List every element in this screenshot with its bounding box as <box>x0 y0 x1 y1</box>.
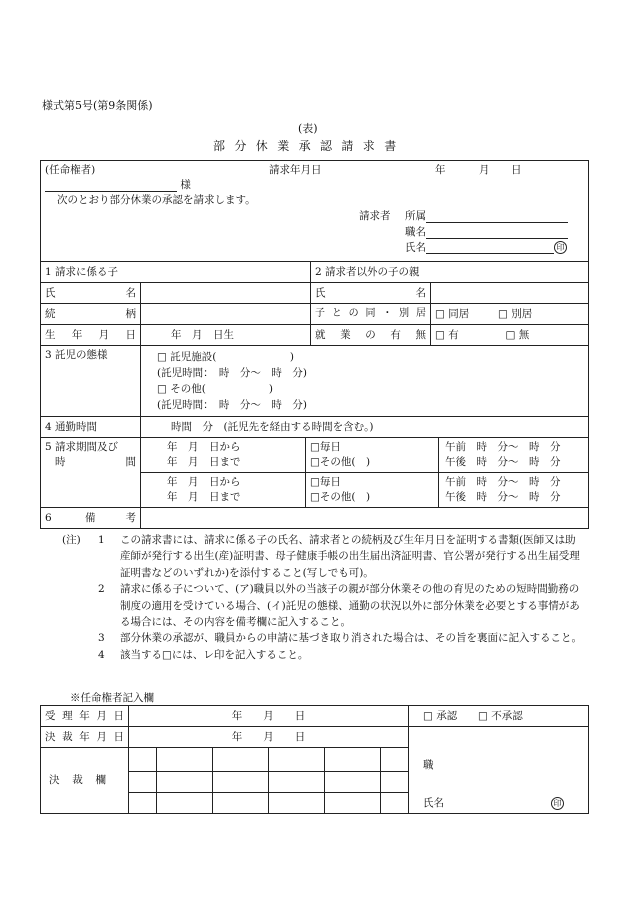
decision-cell[interactable] <box>213 748 269 772</box>
position-field[interactable]: 職名 <box>405 226 568 239</box>
decision-cell[interactable] <box>381 748 409 772</box>
notes-section <box>62 532 582 663</box>
decision-cell[interactable] <box>129 748 157 772</box>
decided-date-value[interactable]: 年 月 日 <box>129 727 409 748</box>
note-text: この請求書には、請求に係る子の氏名、請求者との続柄及び生年月日を証明する書類(医師又は助産師が発行する出生(産)証明書、母子健康手帳の出生届出済証明書、官公署が発行する出生届受理証明書などのいずれか)を添付すること(写しでも可)。 <box>120 534 580 579</box>
note-number: 3 <box>98 632 105 645</box>
employment-options[interactable] <box>431 325 589 346</box>
section-2-heading: 2 請求者以外の子の親 <box>311 262 589 283</box>
relation-value[interactable] <box>141 304 311 325</box>
approver-cell <box>409 727 589 814</box>
birth-date-label: 生年月日 <box>41 325 141 346</box>
period-to-2[interactable]: 年 月 日まで <box>167 491 241 503</box>
period-from-1[interactable]: 年 月 日から <box>167 441 241 453</box>
period-label: 5 請求期間及び 時間 <box>41 438 141 508</box>
employment-label: 就業の有無 <box>311 325 431 346</box>
decision-cell[interactable] <box>213 793 269 814</box>
decision-cell[interactable] <box>129 793 157 814</box>
note-item <box>62 581 582 630</box>
request-form-table <box>40 160 589 529</box>
approver-seal-icon: 印 <box>551 797 564 810</box>
request-statement: 次のとおり部分休業の承認を請求します。 <box>57 194 256 206</box>
request-day: 日 <box>511 164 522 176</box>
seal-icon: 印 <box>554 241 567 254</box>
care-other-checkbox[interactable]: □ その他( ) <box>157 383 273 395</box>
decision-cell[interactable] <box>381 793 409 814</box>
received-date-value[interactable]: 年 月 日 <box>129 706 409 727</box>
commute-value[interactable]: 時間 分 (託児先を経由する時間を含む。) <box>141 417 589 438</box>
decision-cell[interactable] <box>157 772 213 793</box>
other-day-checkbox-1[interactable]: □その他( ) <box>310 456 371 468</box>
disapprove-checkbox[interactable]: □ 不承認 <box>477 709 523 722</box>
approver-position: 職 <box>423 759 434 771</box>
note-text: 部分休業の承認が、職員からの申請に基づき取り消された場合は、その旨を裏面に記入すること。 <box>120 632 582 645</box>
decision-cell[interactable] <box>269 793 325 814</box>
section-1-heading: 1 請求に係る子 <box>41 262 311 283</box>
form-number: 様式第5号(第9条関係) <box>42 99 153 112</box>
pm-time-2[interactable]: 午後 時 分～ 時 分 <box>445 491 561 503</box>
approve-checkbox[interactable]: □ 承認 <box>423 709 458 722</box>
period-row-2 <box>141 473 589 508</box>
care-facility-checkbox[interactable]: □ 託児施設( ) <box>157 351 294 363</box>
care-time-1: (託児時間： 時 分～ 時 分) <box>157 367 307 379</box>
approval-options[interactable] <box>409 706 589 727</box>
decision-cell[interactable] <box>269 772 325 793</box>
appointer-table <box>40 705 589 814</box>
decision-cell[interactable] <box>381 772 409 793</box>
decision-column-label: 決裁欄 <box>41 748 129 814</box>
honorific: 様 <box>180 179 191 191</box>
decision-cell[interactable] <box>157 748 213 772</box>
am-time-2[interactable]: 午前 時 分～ 時 分 <box>445 476 561 488</box>
childcare-options[interactable] <box>141 346 589 417</box>
received-date-label: 受理年月日 <box>41 706 129 727</box>
cohabitation-label: 子との同・別居 <box>311 304 431 325</box>
birth-date-value[interactable]: 年 月 日生 <box>141 325 311 346</box>
decision-cell[interactable] <box>325 772 381 793</box>
child-name-label: 氏名 <box>41 283 141 304</box>
parent-name-label: 氏名 <box>311 283 431 304</box>
period-from-2[interactable]: 年 月 日から <box>167 476 241 488</box>
cohabit-separate-checkbox[interactable]: □ 別居 <box>497 307 533 320</box>
name-field[interactable]: 氏名 印 <box>405 241 567 254</box>
requester-label: 請求者 <box>359 210 391 222</box>
employment-yes-checkbox[interactable]: □ 有 <box>435 328 459 341</box>
child-name-value[interactable] <box>141 283 311 304</box>
am-time-1[interactable]: 午前 時 分～ 時 分 <box>445 441 561 453</box>
request-month: 月 <box>479 164 490 176</box>
parent-name-value[interactable] <box>431 283 589 304</box>
cohabit-same-checkbox[interactable]: □ 同居 <box>435 307 470 320</box>
note-item <box>62 532 582 581</box>
note-number: 4 <box>98 648 105 661</box>
daily-checkbox-1[interactable]: □毎日 <box>310 441 341 453</box>
decision-cell[interactable] <box>157 793 213 814</box>
note-number: 1 <box>98 534 105 546</box>
note-text: 請求に係る子について、(ア)職員以外の当該子の親が部分休業その他の育児のための短時間勤務の制度の適用を受けている場合、(イ)託児の態様、通勤の状況以外に部分休業を必要とする事情がある場合には、その内容を備考欄に記入すること。 <box>120 583 580 629</box>
decided-date-label: 決裁年月日 <box>41 727 129 748</box>
addressee-line[interactable] <box>45 179 191 192</box>
period-row-1 <box>141 438 589 473</box>
daily-checkbox-2[interactable]: □毎日 <box>310 476 341 488</box>
relation-label: 続柄 <box>41 304 141 325</box>
childcare-label: 3 託児の態様 <box>41 346 141 417</box>
front-side-label: (表) <box>298 122 318 135</box>
document-title: 部分休業承認請求書 <box>213 139 406 153</box>
approver-name-row[interactable] <box>423 793 580 813</box>
affiliation-field[interactable]: 所属 <box>405 210 568 223</box>
note-item <box>62 647 582 663</box>
other-day-checkbox-2[interactable]: □その他( ) <box>310 491 371 503</box>
decision-cell[interactable] <box>325 748 381 772</box>
request-date-label: 請求年月日 <box>269 164 322 176</box>
request-year: 年 <box>435 164 446 176</box>
commute-label: 4 通勤時間 <box>41 417 141 438</box>
notes-lead: (注) <box>62 534 81 546</box>
pm-time-1[interactable]: 午後 時 分～ 時 分 <box>445 456 561 468</box>
decision-cell[interactable] <box>129 772 157 793</box>
note-number: 2 <box>98 583 105 596</box>
cohabitation-options[interactable] <box>431 304 589 325</box>
note-text: 該当する□には、レ印を記入すること。 <box>120 648 309 661</box>
remarks-label: 6 備考 <box>41 508 141 529</box>
decision-cell[interactable] <box>325 793 381 814</box>
decision-cell[interactable] <box>269 748 325 772</box>
remarks-value[interactable] <box>141 508 589 529</box>
employment-no-checkbox[interactable]: □ 無 <box>505 328 530 341</box>
decision-cell[interactable] <box>213 772 269 793</box>
request-header-cell <box>41 161 589 262</box>
period-to-1[interactable]: 年 月 日まで <box>167 456 241 468</box>
approver-name-label: 氏名 <box>423 797 444 809</box>
note-item <box>62 630 582 646</box>
appointer-label: (任命権者) <box>45 164 96 176</box>
care-time-2: (託児時間： 時 分～ 時 分) <box>157 399 307 411</box>
appointer-section-heading: ※任命権者記入欄 <box>70 692 154 704</box>
